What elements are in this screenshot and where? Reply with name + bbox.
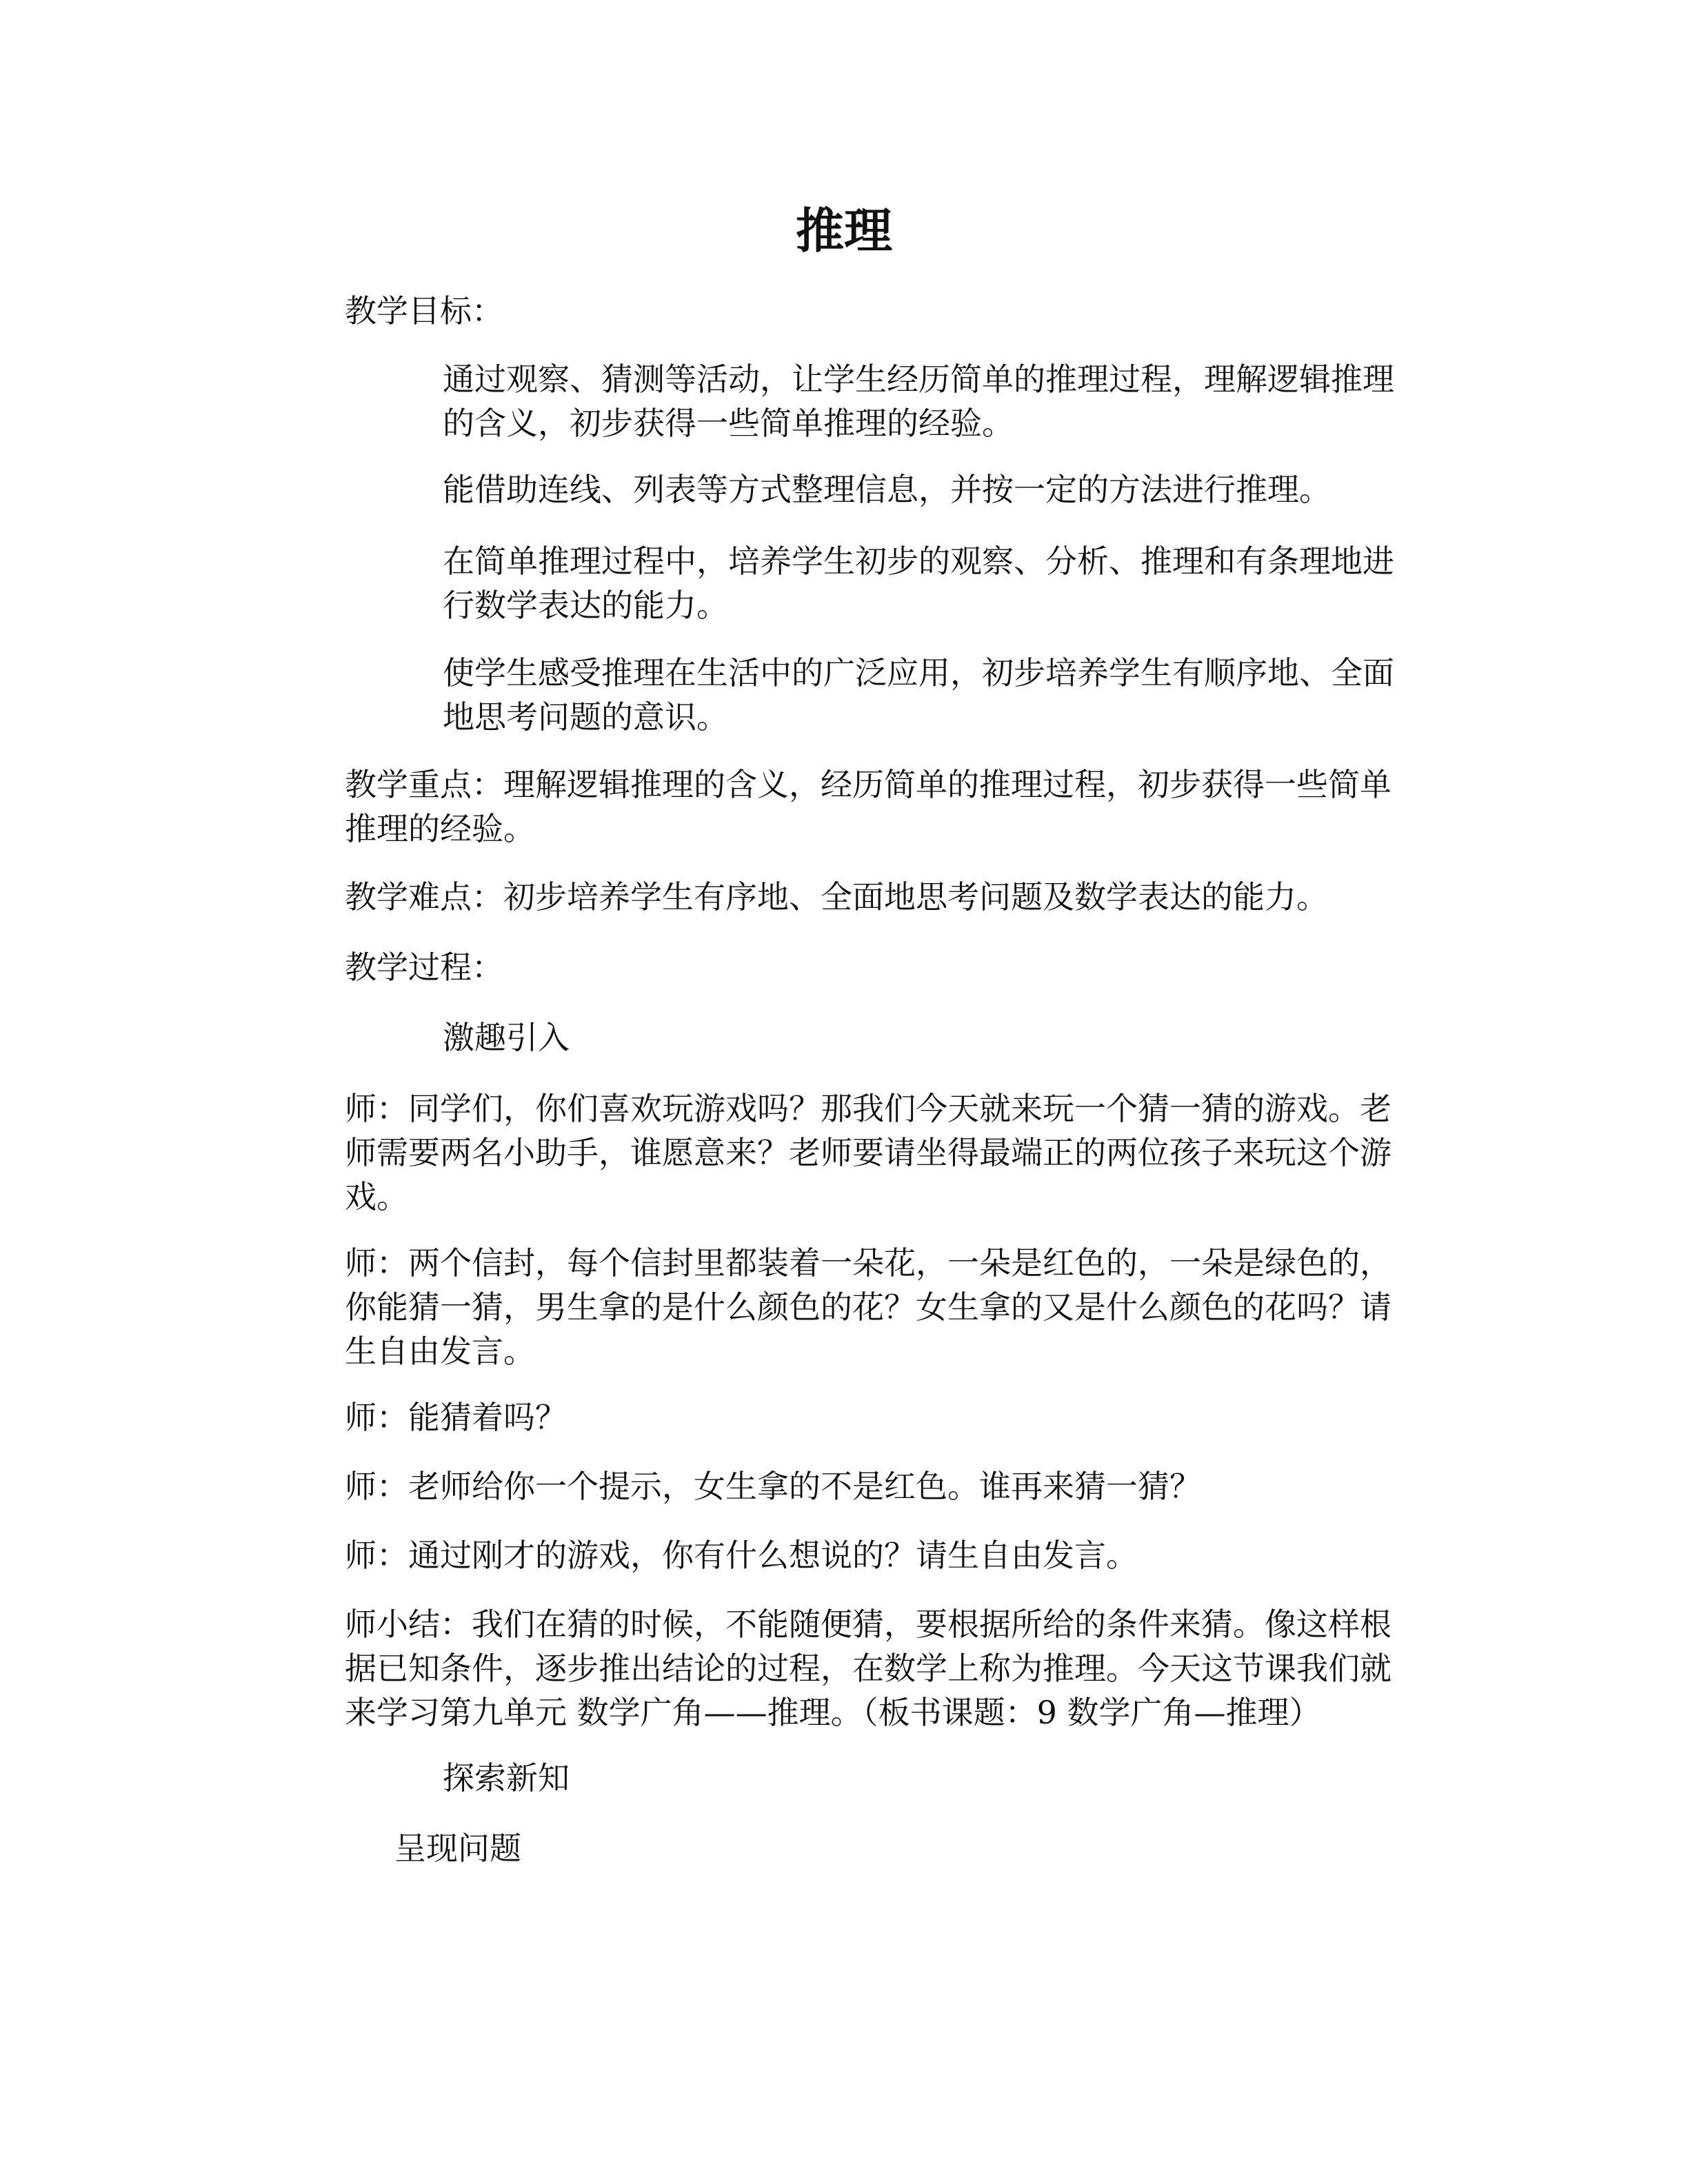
summary-paragraph: 师小结：我们在猜的时候，不能随便猜，要根据所给的条件来猜。像这样根 据已知条件，逐步推出结论的过程，在数学上称为推理。今天这节课我们就 来学习第九单元 数学广角——推理。（板书课题：9 数学广角—推理） xyxy=(345,1606,1391,1731)
dialogue-paragraph: 师：老师给你一个提示，女生拿的不是红色。谁再来猜一猜？ xyxy=(345,1468,1201,1505)
dialogue-paragraph: 师：能猜着吗？ xyxy=(345,1399,567,1436)
dialogue-paragraph: 师：通过刚才的游戏，你有什么想说的？请生自由发言。 xyxy=(345,1537,1138,1574)
page-title: 推理 xyxy=(796,203,892,259)
objective-item: 通过观察、猜测等活动，让学生经历简单的推理过程，理解逻辑推理 的含义，初步获得一些简单推理的经验。 xyxy=(443,361,1394,442)
section-intro: 激趣引入 xyxy=(443,1019,570,1056)
difficulty: 教学难点：初步培养学生有序地、全面地思考问题及数学表达的能力。 xyxy=(345,878,1328,916)
section-explore: 探索新知 xyxy=(443,1759,570,1797)
objective-item: 能借助连线、列表等方式整理信息，并按一定的方法进行推理。 xyxy=(443,471,1331,508)
objective-item: 使学生感受推理在生活中的广泛应用，初步培养学生有顺序地、全面 地思考问题的意识。 xyxy=(443,654,1394,736)
key-point: 教学重点：理解逻辑推理的含义，经历简单的推理过程，初步获得一些简单 推理的经验。 xyxy=(345,766,1391,847)
section-present: 呈现问题 xyxy=(394,1830,521,1867)
objectives-heading: 教学目标： xyxy=(345,292,503,330)
objective-item: 在简单推理过程中，培养学生初步的观察、分析、推理和有条理地进 行数学表达的能力。 xyxy=(443,543,1394,624)
process-heading: 教学过程： xyxy=(345,949,503,986)
dialogue-paragraph: 师：两个信封，每个信封里都装着一朵花，一朵是红色的，一朵是绿色的， 你能猜一猜，男生拿的是什么颜色的花？女生拿的又是什么颜色的花吗？请 生自由发言。 xyxy=(345,1244,1391,1370)
dialogue-paragraph: 师：同学们，你们喜欢玩游戏吗？那我们今天就来玩一个猜一猜的游戏。老 师需要两名小助手，谁愿意来？老师要请坐得最端正的两位孩子来玩这个游 戏。 xyxy=(345,1090,1391,1215)
